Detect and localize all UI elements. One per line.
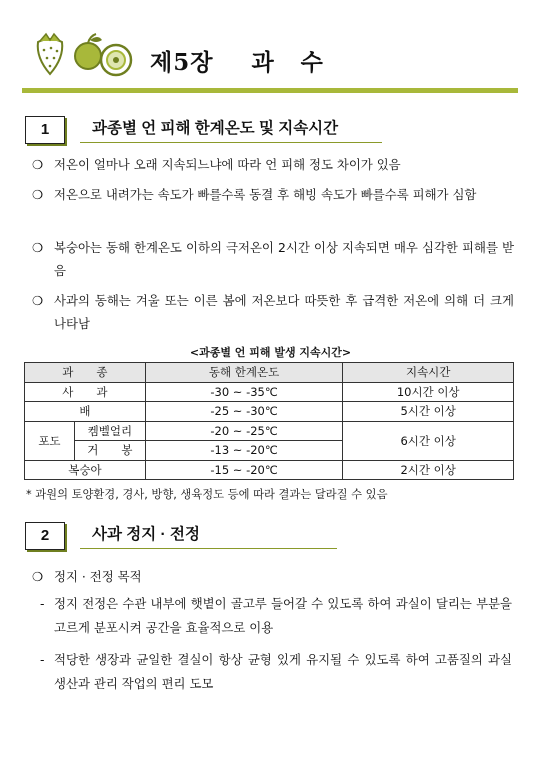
cell-temp: -25 ~ -30℃ bbox=[145, 402, 343, 422]
cell-duration: 2시간 이상 bbox=[343, 460, 514, 480]
dash-item bbox=[40, 648, 512, 696]
bullet-item bbox=[32, 153, 514, 176]
cell-duration: 10시간 이상 bbox=[343, 382, 514, 402]
table-row bbox=[25, 460, 514, 480]
bullet-item bbox=[32, 236, 514, 282]
bullet-text: 사과의 동해는 겨울 또는 이른 봄에 저온보다 따뜻한 후 급격한 저온에 의해 더 크게 나타남 bbox=[54, 293, 514, 331]
cell-fruit: 복숭아 bbox=[25, 460, 146, 480]
freeze-damage-table bbox=[24, 362, 514, 480]
bullet-text: 정지 · 전정 목적 bbox=[54, 569, 142, 584]
chapter-divider bbox=[22, 88, 518, 93]
chapter-name-1: 과 bbox=[251, 49, 275, 76]
dash-mark: - bbox=[40, 652, 45, 667]
bullet-mark: ❍ bbox=[32, 569, 44, 584]
bullet-item bbox=[32, 289, 514, 335]
dash-item bbox=[40, 592, 512, 640]
section-1-heading bbox=[22, 116, 522, 146]
section-1-number: 1 bbox=[25, 116, 65, 144]
section-2-title: 사과 정지 · 전정 bbox=[80, 522, 337, 549]
chapter-number: 제5장 bbox=[150, 49, 214, 76]
cell-temp: -30 ~ -35℃ bbox=[145, 382, 343, 402]
bullet-item bbox=[32, 565, 514, 588]
dash-text: 정지 전정은 수관 내부에 햇볕이 골고루 들어갈 수 있도록 하여 과실이 달리는 부분을 고르게 분포시켜 공간을 효율적으로 이용 bbox=[54, 596, 512, 635]
strawberry-icon bbox=[38, 34, 63, 74]
section-2-number: 2 bbox=[25, 522, 65, 550]
bullet-mark: ❍ bbox=[32, 240, 44, 255]
table-caption: <과종별 언 피해 발생 지속시간> bbox=[189, 346, 352, 359]
table-row bbox=[25, 421, 514, 441]
dash-mark: - bbox=[40, 596, 45, 611]
header-duration: 지속시간 bbox=[343, 363, 514, 383]
cell-variety: 거 봉 bbox=[74, 441, 145, 461]
cell-temp: -15 ~ -20℃ bbox=[145, 460, 343, 480]
cell-temp: -13 ~ -20℃ bbox=[145, 441, 343, 461]
bullet-mark: ❍ bbox=[32, 293, 44, 308]
table-row bbox=[25, 382, 514, 402]
bullet-mark: ❍ bbox=[32, 157, 44, 172]
bullet-text: 저온이 얼마나 오래 지속되느냐에 따라 언 피해 정도 차이가 있음 bbox=[54, 157, 401, 172]
chapter-title bbox=[150, 44, 380, 77]
cell-fruit-group: 포도 bbox=[25, 421, 75, 460]
table-row bbox=[25, 402, 514, 422]
header-temp: 동해 한계온도 bbox=[145, 363, 343, 383]
bullet-item bbox=[32, 183, 514, 206]
cell-variety: 켐벨얼리 bbox=[74, 421, 145, 441]
apple-icon bbox=[75, 34, 102, 69]
bullet-mark: ❍ bbox=[32, 187, 44, 202]
cell-fruit: 사 과 bbox=[25, 382, 146, 402]
table-header-row bbox=[25, 363, 514, 383]
chapter-name-2: 수 bbox=[300, 49, 324, 76]
cell-duration: 6시간 이상 bbox=[343, 421, 514, 460]
cell-temp: -20 ~ -25℃ bbox=[145, 421, 343, 441]
dash-text: 적당한 생장과 균일한 결실이 항상 균형 있게 유지될 수 있도록 하여 고품질의 과실 생산과 관리 작업의 편리 도모 bbox=[54, 652, 512, 691]
cell-fruit: 배 bbox=[25, 402, 146, 422]
bullet-text: 복숭아는 동해 한계온도 이하의 극저온이 2시간 이상 지속되면 매우 심각한 피해를 받음 bbox=[54, 240, 514, 278]
bullet-text: 저온으로 내려가는 속도가 빠를수록 동결 후 해빙 속도가 빠를수록 피해가 심함 bbox=[54, 187, 477, 202]
header-fruit: 과 종 bbox=[25, 363, 146, 383]
fruit-logo bbox=[28, 28, 138, 80]
section-1-title: 과종별 언 피해 한계온도 및 지속시간 bbox=[80, 116, 382, 143]
kiwi-icon bbox=[101, 45, 131, 75]
table-note: * 과원의 토양환경, 경사, 방향, 생육정도 등에 따라 결과는 달라질 수 있음 bbox=[26, 488, 388, 501]
cell-duration: 5시간 이상 bbox=[343, 402, 514, 422]
section-2-heading bbox=[22, 522, 522, 552]
